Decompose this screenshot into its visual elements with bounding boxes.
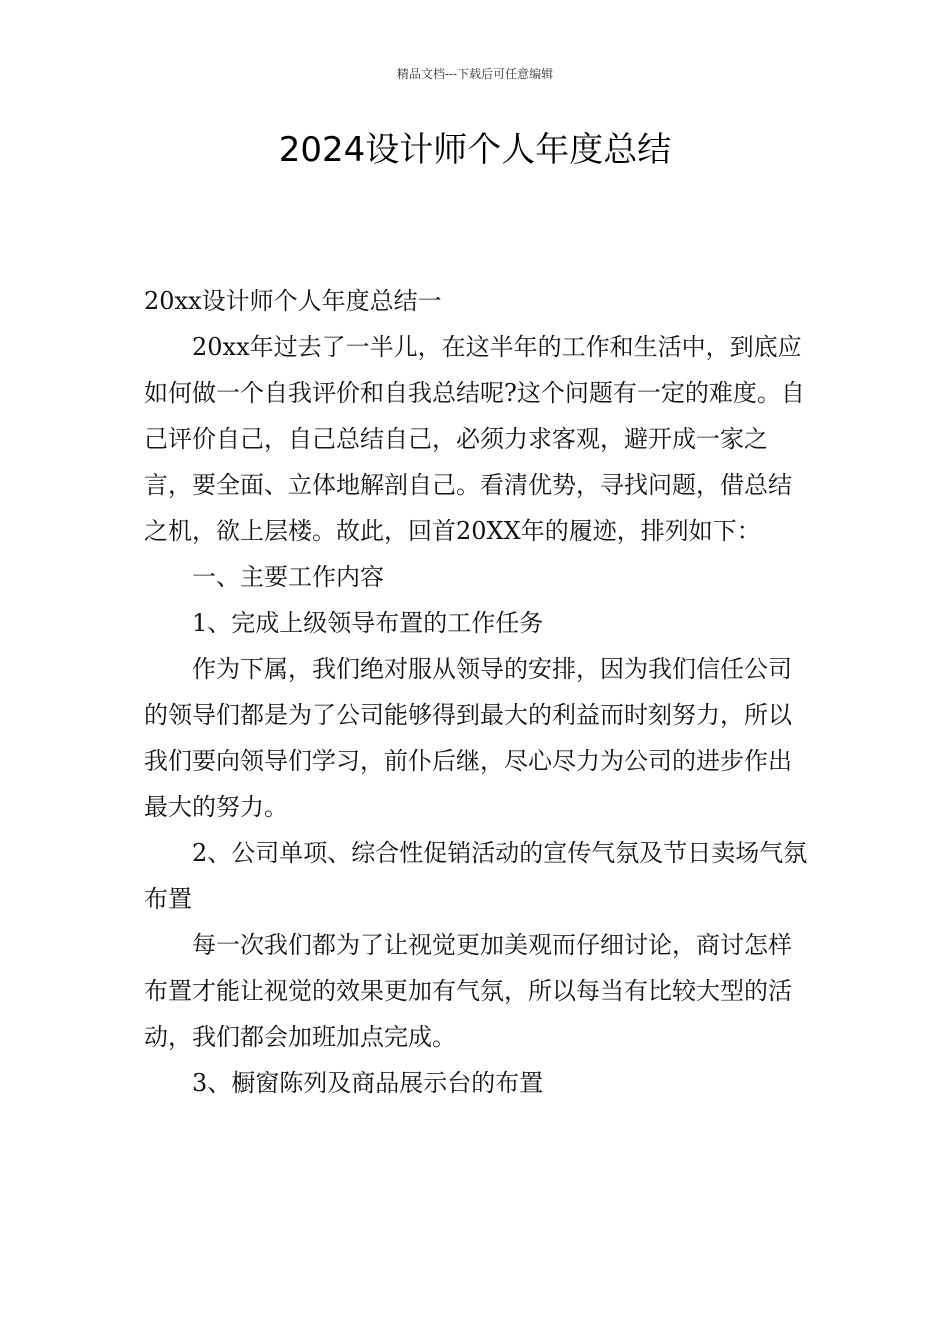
paragraph-item-1: 作为下属，我们绝对服从领导的安排，因为我们信任公司的领导们都是为了公司能够得到最大的利益而时刻努力，所以我们要向领导们学习，前仆后继，尽心尽力为公司的进步作出最大的努力。 <box>144 655 792 821</box>
heading-item-2: 2、公司单项、综合性促销活动的宣传气氛及节日卖场气氛布置 <box>144 839 808 913</box>
heading-item-1: 1、完成上级领导布置的工作任务 <box>192 609 544 637</box>
heading-main-work: 一、主要工作内容 <box>192 563 384 591</box>
heading-item-3: 3、橱窗陈列及商品展示台的布置 <box>192 1069 544 1097</box>
document-body <box>144 278 808 1106</box>
section-subtitle: 20xx设计师个人年度总结一 <box>144 287 442 315</box>
document-title: 2024设计师个人年度总结 <box>278 130 672 170</box>
paragraph-intro: 20xx年过去了一半儿，在这半年的工作和生活中，到底应如何做一个自我评价和自我总结呢?这个问题有一定的难度。自己评价自己，自己总结自己，必须力求客观，避开成一家之言，要全面、立体地解剖自己。看清优势，寻找问题，借总结之机，欲上层楼。故此，回首20XX年的履迹，排列如下： <box>144 333 805 545</box>
header-note: 精品文档---下载后可任意编辑 <box>396 67 554 81</box>
paragraph-item-2: 每一次我们都为了让视觉更加美观而仔细讨论，商讨怎样布置才能让视觉的效果更加有气氛，所以每当有比较大型的活动，我们都会加班加点完成。 <box>144 931 792 1051</box>
